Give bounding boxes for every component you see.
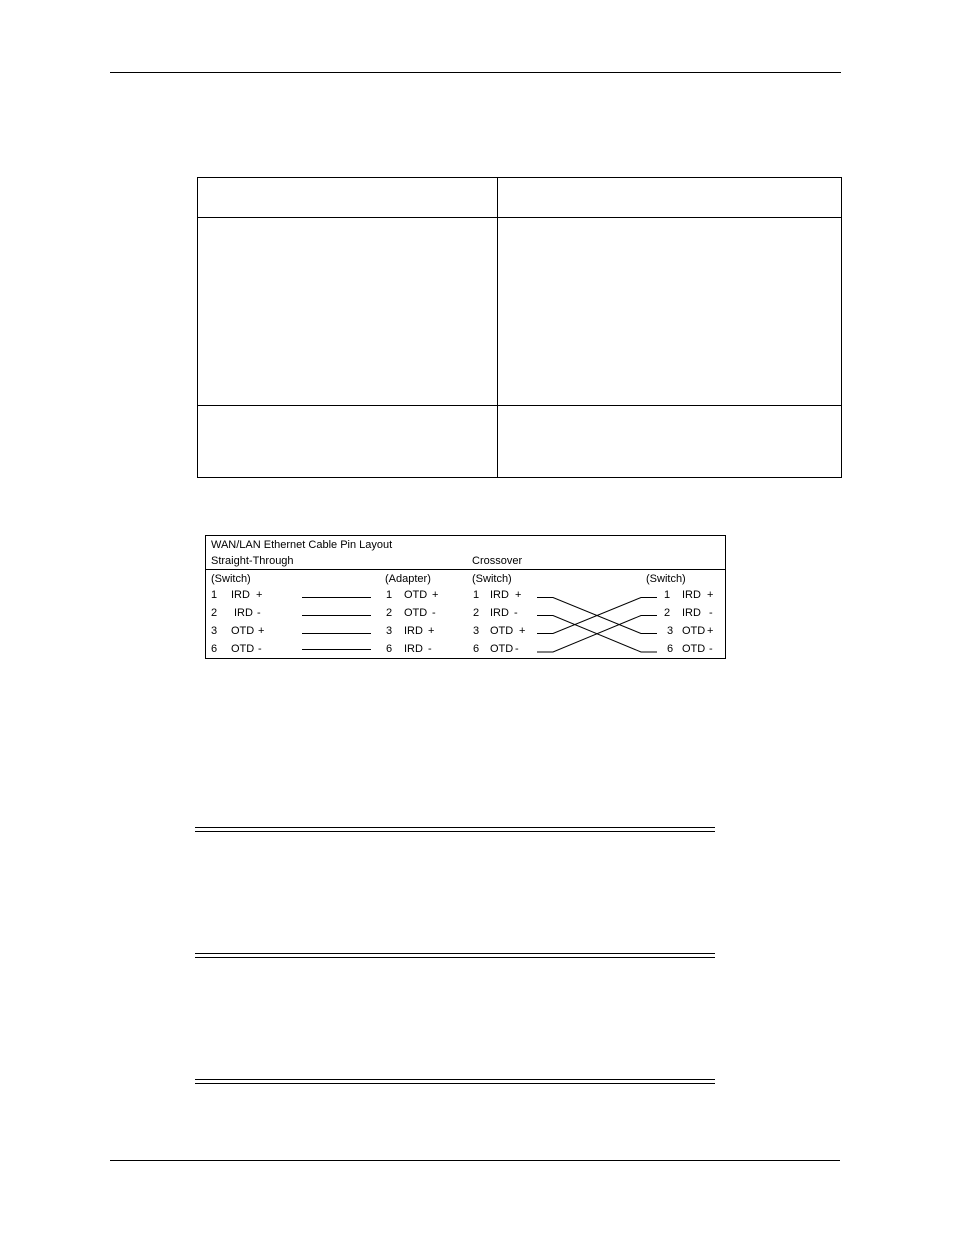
pin-polarity: + bbox=[258, 625, 265, 637]
pin-number: 6 bbox=[211, 643, 218, 655]
crossover-right-header: (Switch) bbox=[646, 573, 686, 585]
straight-left-header: (Switch) bbox=[211, 573, 251, 585]
straight-right-header: (Adapter) bbox=[385, 573, 431, 585]
pin-number: 3 bbox=[473, 625, 480, 637]
pin-number: 2 bbox=[211, 607, 218, 619]
pin-polarity: + bbox=[515, 589, 522, 601]
pin-signal: OTD bbox=[231, 625, 255, 637]
pin-signal: OTD bbox=[404, 589, 428, 601]
pin-polarity: + bbox=[707, 589, 714, 601]
pin-number: 2 bbox=[386, 607, 393, 619]
pin-number: 3 bbox=[386, 625, 393, 637]
pin-signal: IRD bbox=[490, 607, 509, 619]
pin-signal: IRD bbox=[404, 643, 423, 655]
pin-number: 3 bbox=[211, 625, 218, 637]
crossover-label: Crossover bbox=[472, 555, 523, 567]
crossover-wire-6-to-2 bbox=[537, 616, 657, 653]
pin-signal: OTD bbox=[682, 643, 706, 655]
pin-signal: IRD bbox=[682, 589, 701, 601]
pin-number: 1 bbox=[473, 589, 480, 601]
straight-through-label: Straight-Through bbox=[211, 555, 294, 567]
pin-number: 1 bbox=[664, 589, 671, 601]
pin-number: 6 bbox=[386, 643, 393, 655]
double-rule-middle-a bbox=[195, 953, 715, 954]
pin-signal: IRD bbox=[234, 607, 253, 619]
pin-signal: OTD bbox=[682, 625, 706, 637]
pin-polarity: - bbox=[258, 643, 262, 655]
pin-signal: IRD bbox=[682, 607, 701, 619]
double-rule-bottom-b bbox=[195, 1083, 715, 1084]
pin-polarity: + bbox=[519, 625, 526, 637]
pin-polarity: - bbox=[432, 607, 436, 619]
pin-polarity: + bbox=[256, 589, 263, 601]
pin-signal: OTD bbox=[490, 643, 514, 655]
pin-polarity: - bbox=[428, 643, 432, 655]
pin-polarity: - bbox=[709, 643, 713, 655]
pin-number: 1 bbox=[386, 589, 393, 601]
pin-number: 2 bbox=[664, 607, 671, 619]
crossover-left-header: (Switch) bbox=[472, 573, 512, 585]
pin-polarity: + bbox=[707, 625, 714, 637]
pin-number: 6 bbox=[667, 643, 674, 655]
pin-polarity: - bbox=[515, 643, 519, 655]
crossover-wire-3-to-1 bbox=[537, 598, 657, 634]
double-rule-middle-b bbox=[195, 957, 715, 958]
double-rule-top-a bbox=[195, 827, 715, 828]
pin-signal: IRD bbox=[404, 625, 423, 637]
pin-number: 2 bbox=[473, 607, 480, 619]
pin-signal: IRD bbox=[231, 589, 250, 601]
pin-number: 1 bbox=[211, 589, 218, 601]
double-rule-top-b bbox=[195, 831, 715, 832]
pin-polarity: + bbox=[432, 589, 439, 601]
pin-polarity: - bbox=[709, 607, 713, 619]
diagram-title: WAN/LAN Ethernet Cable Pin Layout bbox=[211, 539, 393, 551]
double-rule-bottom-a bbox=[195, 1079, 715, 1080]
pin-number: 6 bbox=[473, 643, 480, 655]
pin-signal: OTD bbox=[231, 643, 255, 655]
pin-number: 3 bbox=[667, 625, 674, 637]
pin-polarity: - bbox=[514, 607, 518, 619]
pin-polarity: - bbox=[257, 607, 261, 619]
pin-signal: IRD bbox=[490, 589, 509, 601]
pin-signal: OTD bbox=[404, 607, 428, 619]
pin-signal: OTD bbox=[490, 625, 514, 637]
pin-polarity: + bbox=[428, 625, 435, 637]
